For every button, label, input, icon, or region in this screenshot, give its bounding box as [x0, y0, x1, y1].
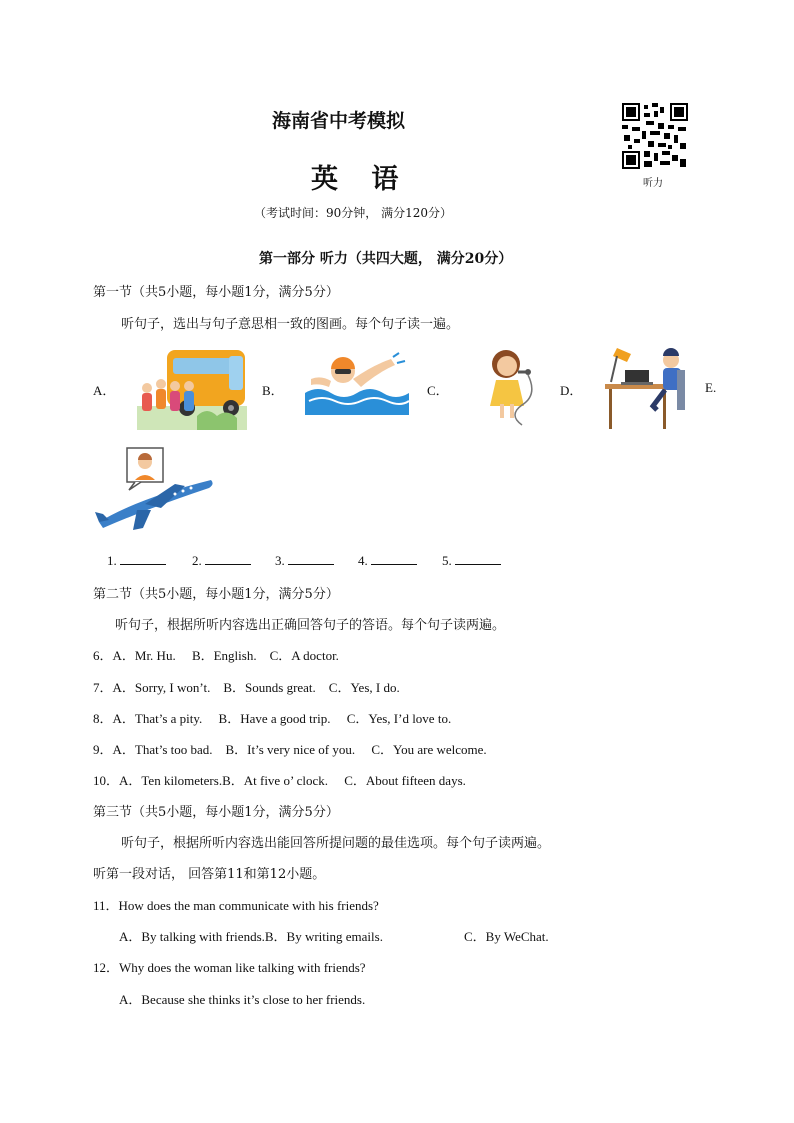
question-11-option-c: C．By WeChat.: [464, 929, 549, 944]
section1-instruction: 听句子，选出与句子意思相一致的图画。每个句子读一遍。: [121, 317, 460, 332]
section2-instruction: 听句子，根据所听内容选出正确回答句子的答语。每个句子读两遍。: [115, 618, 506, 633]
blank-1[interactable]: 1.: [107, 552, 166, 569]
option-e-label: E.: [705, 380, 717, 395]
swimmer-picture: [305, 349, 410, 415]
option-d-label: D．: [560, 383, 583, 398]
qr-caption: 听力: [643, 178, 663, 189]
question-11-options: A．By talking with friends.B．By writing emails.: [119, 929, 383, 944]
section3-instruction: 听句子，根据所听内容选出能回答所提问题的最佳选项。每个句子读两遍。: [121, 836, 551, 851]
exam-info: （考试时间：90分钟， 满分120分）: [254, 206, 452, 220]
blank-3[interactable]: 3.: [275, 552, 334, 569]
section3-heading: 第三节（共5小题，每小题1分，满分5分）: [93, 805, 339, 820]
question-6: 6．A．Mr. Hu. B．English. C．A doctor.: [93, 648, 339, 663]
question-11: 11．How does the man communicate with his friends?: [93, 898, 379, 913]
desk-study-picture: [605, 344, 689, 432]
question-9: 9．A．That’s too bad. B．It’s very nice of you. C．You are welcome.: [93, 742, 487, 757]
qr-code-icon: [622, 103, 688, 169]
question-12-option-a: A．Because she thinks it’s close to her friends.: [119, 992, 366, 1007]
question-8: 8．A．That’s a pity. B．Have a good trip. C．Yes, I’d love to.: [93, 711, 452, 726]
blank-2[interactable]: 2.: [192, 552, 251, 569]
question-12: 12．Why does the woman like talking with friends?: [93, 960, 366, 975]
dialogue-note: 听第一段对话， 回答第11和第12小题。: [93, 867, 326, 882]
plane-chat-picture: [95, 446, 215, 534]
question-10: 10．A．Ten kilometers.B．At five o’ clock. C．About fifteen days.: [93, 773, 466, 788]
page-title: 海南省中考模拟: [272, 110, 406, 132]
singer-picture: [480, 346, 542, 426]
part1-heading: 第一部分 听力（共四大题， 满分20分）: [259, 251, 513, 267]
subject-title: 英 语: [311, 164, 411, 195]
option-a-label: A．: [93, 383, 116, 398]
bus-kids-picture: [137, 346, 247, 430]
blank-5[interactable]: 5.: [442, 552, 501, 569]
question-7: 7．A．Sorry, I won’t. B．Sounds great. C．Yes, I do.: [93, 680, 400, 695]
section2-heading: 第二节（共5小题，每小题1分，满分5分）: [93, 587, 339, 602]
option-b-label: B．: [262, 383, 284, 398]
option-c-label: C．: [427, 383, 449, 398]
section1-heading: 第一节（共5小题，每小题1分，满分5分）: [93, 285, 339, 300]
blank-4[interactable]: 4.: [358, 552, 417, 569]
